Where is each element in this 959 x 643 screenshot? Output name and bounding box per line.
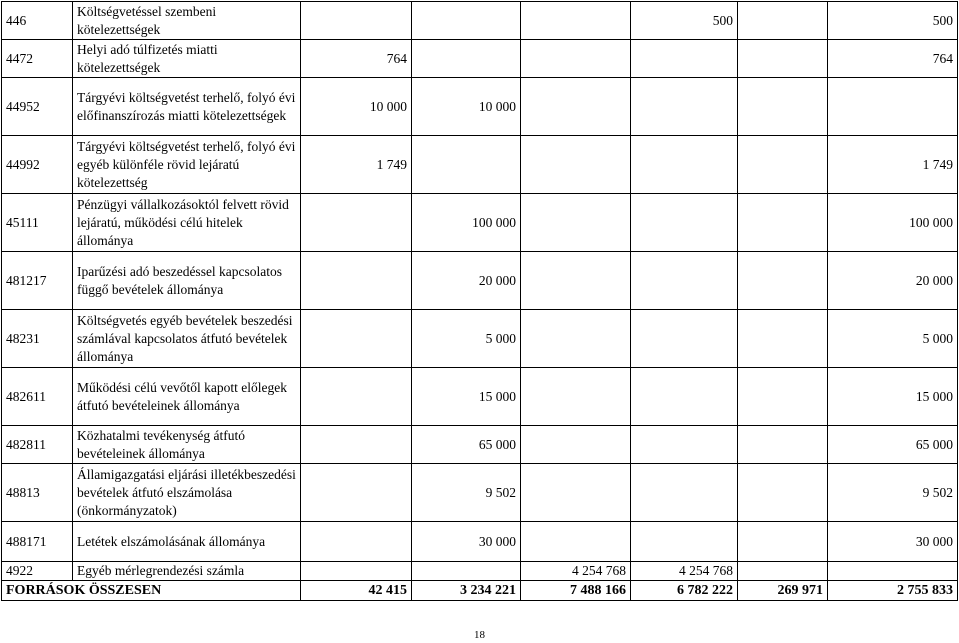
value-cell: 30 000 — [828, 522, 958, 562]
table-row — [2, 2, 958, 40]
table-row — [2, 464, 958, 522]
total-label: FORRÁSOK ÖSSZESEN — [2, 581, 301, 601]
value-cell — [521, 2, 631, 40]
value-cell — [631, 426, 738, 464]
value-cell — [301, 252, 412, 310]
value-cell — [521, 194, 631, 252]
total-value-cell: 6 782 222 — [631, 581, 738, 601]
value-cell — [412, 562, 521, 581]
value-cell — [521, 252, 631, 310]
value-cell: 20 000 — [412, 252, 521, 310]
value-cell: 9 502 — [828, 464, 958, 522]
account-code: 48231 — [2, 310, 73, 368]
value-cell — [521, 136, 631, 194]
table-row — [2, 40, 958, 78]
value-cell — [301, 522, 412, 562]
value-cell — [412, 136, 521, 194]
value-cell — [301, 368, 412, 426]
value-cell — [521, 522, 631, 562]
value-cell: 100 000 — [828, 194, 958, 252]
value-cell: 4 254 768 — [521, 562, 631, 581]
value-cell — [738, 426, 828, 464]
value-cell — [301, 426, 412, 464]
value-cell — [301, 464, 412, 522]
total-value-cell: 269 971 — [738, 581, 828, 601]
account-code: 481217 — [2, 252, 73, 310]
value-cell: 30 000 — [412, 522, 521, 562]
value-cell: 15 000 — [412, 368, 521, 426]
value-cell: 65 000 — [828, 426, 958, 464]
value-cell — [631, 136, 738, 194]
total-row — [2, 581, 958, 601]
account-code: 482811 — [2, 426, 73, 464]
account-description: Működési célú vevőtől kapott előlegek átfutó bevételeinek állománya — [73, 368, 301, 426]
value-cell — [631, 40, 738, 78]
value-cell — [631, 310, 738, 368]
value-cell — [738, 522, 828, 562]
account-description: Pénzügyi vállalkozásoktól felvett rövid lejáratú, működési célú hitelek állománya — [73, 194, 301, 252]
account-description: Egyéb mérlegrendezési számla — [73, 562, 301, 581]
table-row — [2, 310, 958, 368]
value-cell — [738, 368, 828, 426]
value-cell — [738, 78, 828, 136]
value-cell — [828, 78, 958, 136]
value-cell: 5 000 — [828, 310, 958, 368]
account-code: 4922 — [2, 562, 73, 581]
value-cell — [301, 2, 412, 40]
value-cell: 20 000 — [828, 252, 958, 310]
ledger-body — [2, 2, 958, 601]
value-cell — [738, 252, 828, 310]
value-cell: 764 — [301, 40, 412, 78]
account-description: Helyi adó túlfizetés miatti kötelezettségek — [73, 40, 301, 78]
value-cell — [828, 562, 958, 581]
value-cell — [521, 426, 631, 464]
account-description: Tárgyévi költségvetést terhelő, folyó évi egyéb különféle rövid lejáratú kötelezettség — [73, 136, 301, 194]
value-cell — [631, 522, 738, 562]
account-description: Költségvetés egyéb bevételek beszedési számlával kapcsolatos átfutó bevételek állománya — [73, 310, 301, 368]
account-code: 488171 — [2, 522, 73, 562]
value-cell: 9 502 — [412, 464, 521, 522]
value-cell — [301, 194, 412, 252]
value-cell — [521, 40, 631, 78]
value-cell — [738, 310, 828, 368]
table-row — [2, 368, 958, 426]
value-cell — [521, 78, 631, 136]
table-row — [2, 78, 958, 136]
table-row — [2, 426, 958, 464]
account-description: Közhatalmi tevékenység átfutó bevételeinek állománya — [73, 426, 301, 464]
account-code: 482611 — [2, 368, 73, 426]
account-code: 48813 — [2, 464, 73, 522]
account-code: 4472 — [2, 40, 73, 78]
total-value-cell: 3 234 221 — [412, 581, 521, 601]
value-cell: 100 000 — [412, 194, 521, 252]
value-cell: 764 — [828, 40, 958, 78]
account-description: Tárgyévi költségvetést terhelő, folyó évi előfinanszírozás miatti kötelezettségek — [73, 78, 301, 136]
total-value-cell: 2 755 833 — [828, 581, 958, 601]
value-cell — [738, 40, 828, 78]
account-code: 45111 — [2, 194, 73, 252]
value-cell: 500 — [631, 2, 738, 40]
value-cell: 4 254 768 — [631, 562, 738, 581]
value-cell — [412, 40, 521, 78]
value-cell: 5 000 — [412, 310, 521, 368]
table-row — [2, 136, 958, 194]
value-cell: 65 000 — [412, 426, 521, 464]
value-cell — [738, 562, 828, 581]
value-cell: 10 000 — [412, 78, 521, 136]
ledger-table — [1, 1, 958, 601]
value-cell — [738, 2, 828, 40]
value-cell — [301, 562, 412, 581]
value-cell: 500 — [828, 2, 958, 40]
value-cell — [521, 368, 631, 426]
table-row — [2, 194, 958, 252]
value-cell — [738, 136, 828, 194]
value-cell — [631, 194, 738, 252]
value-cell — [631, 78, 738, 136]
value-cell — [301, 310, 412, 368]
account-code: 446 — [2, 2, 73, 40]
value-cell: 15 000 — [828, 368, 958, 426]
value-cell — [738, 464, 828, 522]
value-cell: 1 749 — [301, 136, 412, 194]
value-cell — [521, 464, 631, 522]
value-cell: 10 000 — [301, 78, 412, 136]
value-cell — [631, 464, 738, 522]
value-cell — [738, 194, 828, 252]
account-code: 44952 — [2, 78, 73, 136]
page-number: 18 — [474, 629, 485, 641]
total-value-cell: 42 415 — [301, 581, 412, 601]
value-cell — [631, 252, 738, 310]
account-description: Államigazgatási eljárási illetékbeszedési bevételek átfutó elszámolása (önkormányzatok) — [73, 464, 301, 522]
account-code: 44992 — [2, 136, 73, 194]
value-cell — [631, 368, 738, 426]
value-cell: 1 749 — [828, 136, 958, 194]
value-cell — [521, 310, 631, 368]
value-cell — [412, 2, 521, 40]
total-value-cell: 7 488 166 — [521, 581, 631, 601]
table-row — [2, 252, 958, 310]
account-description: Letétek elszámolásának állománya — [73, 522, 301, 562]
account-description: Költségvetéssel szembeni kötelezettségek — [73, 2, 301, 40]
table-row — [2, 562, 958, 581]
table-row — [2, 522, 958, 562]
account-description: Iparűzési adó beszedéssel kapcsolatos függő bevételek állománya — [73, 252, 301, 310]
